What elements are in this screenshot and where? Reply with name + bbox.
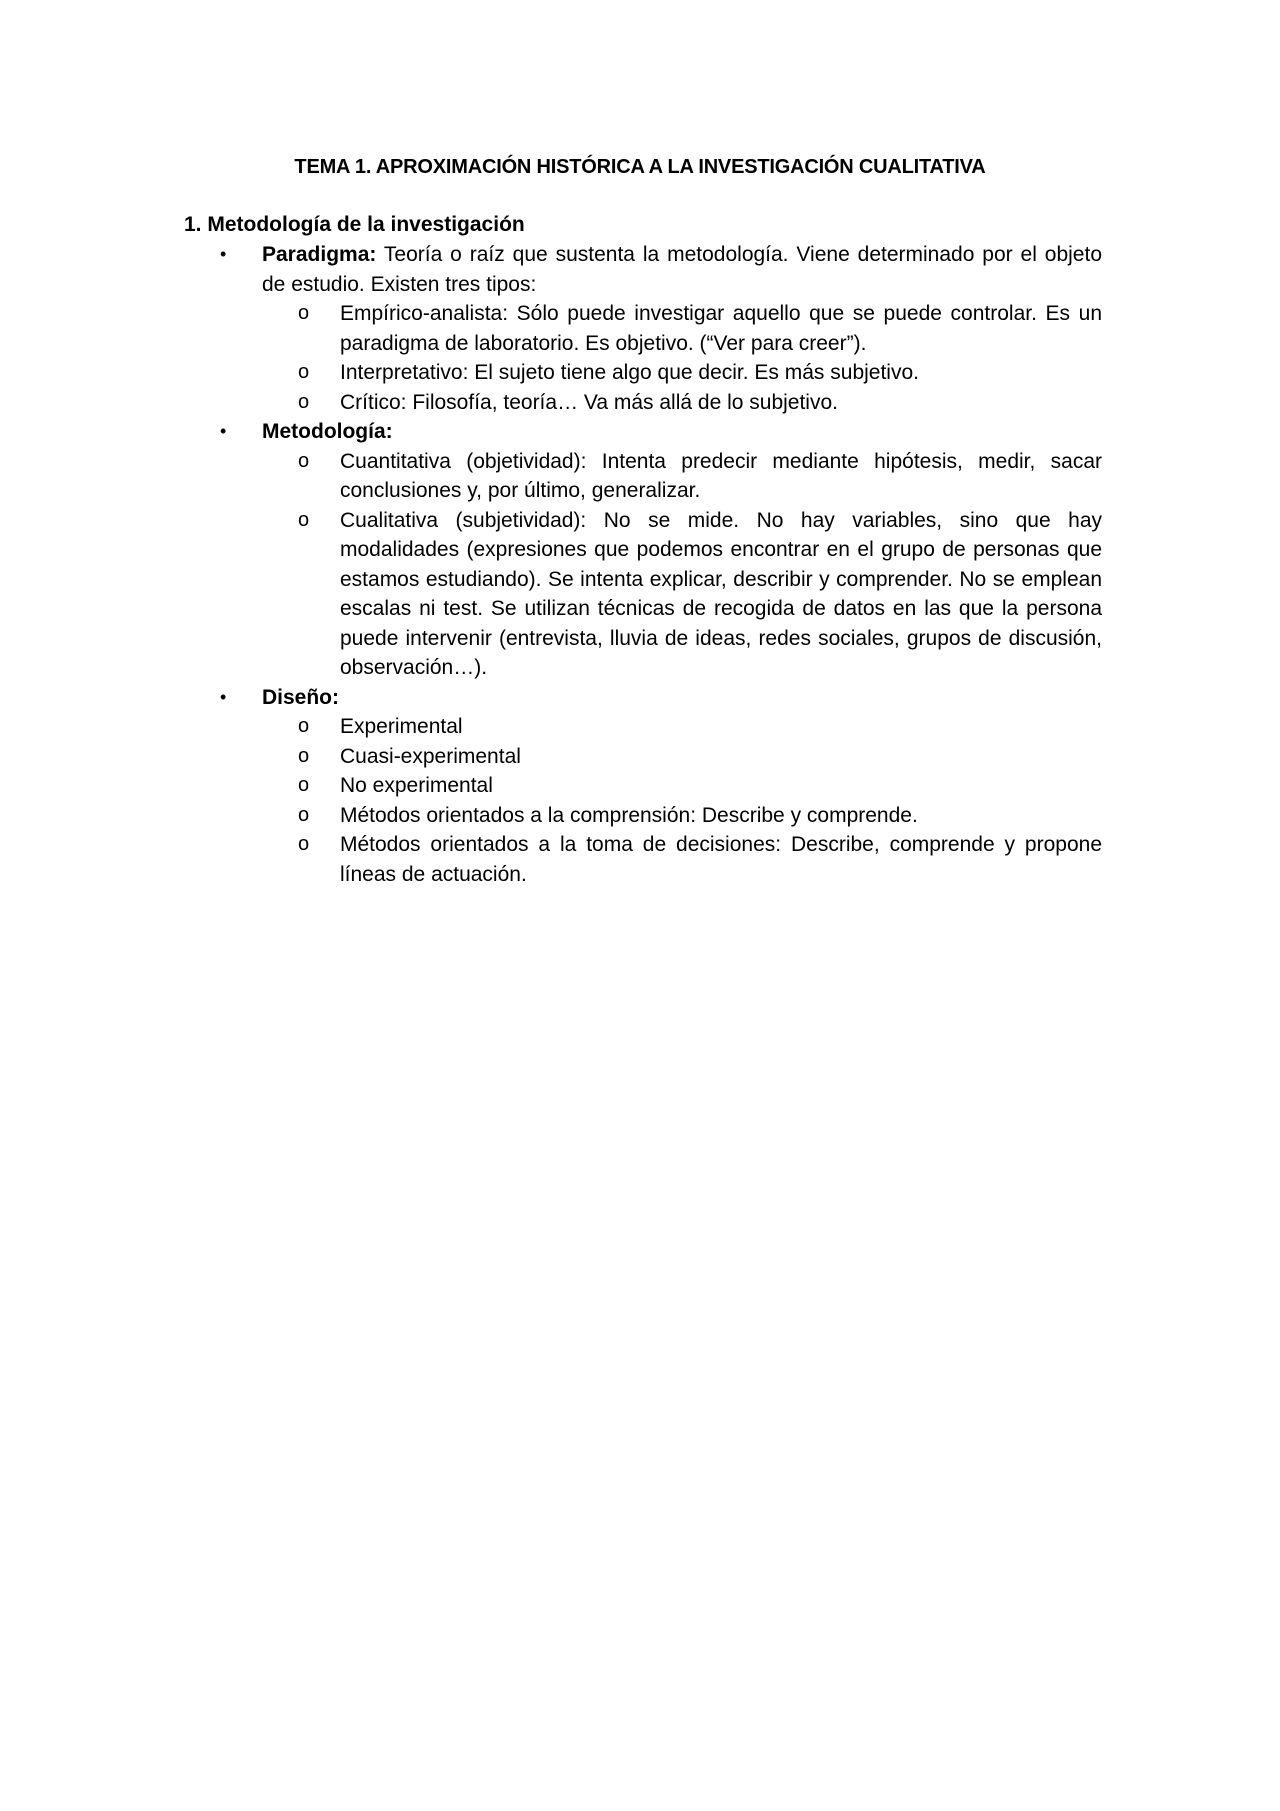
sub-list-item — [262, 447, 1102, 506]
circle-bullet-icon: o — [298, 803, 310, 826]
sub-list-item — [262, 506, 1102, 683]
sub-item-text: Experimental — [340, 715, 463, 738]
sub-item-text: Cuantitativa (objetividad): Intenta predecir mediante hipótesis, medir, sacar conclusiones y, por último, generalizar. — [340, 449, 1102, 502]
circle-bullet-icon: o — [298, 449, 310, 472]
item-text: Teoría o raíz que sustenta la metodología. Viene determinado por el objeto de estudio. Existen tres tipos: — [262, 243, 1102, 296]
sub-list-item — [262, 358, 1102, 388]
sub-list-item — [262, 771, 1102, 801]
main-bullet-list — [184, 240, 1102, 889]
bullet-icon: • — [220, 686, 227, 707]
circle-bullet-icon: o — [298, 508, 310, 531]
sub-item-text: Cualitativa (subjetividad): No se mide. No hay variables, sino que hay modalidades (expresiones que podemos encontrar en el grupo de personas que estamos estudiando). Se intenta explicar, describir y comprender. No se emplean escalas ni test. Se utilizan técnicas de recogida de datos en las que la persona puede intervenir (entrevista, lluvia de ideas, redes sociales, grupos de discusión, observación…). — [340, 508, 1102, 679]
item-label: Paradigma: — [262, 243, 377, 266]
sub-list-item — [262, 830, 1102, 889]
list-item-paradigma — [184, 240, 1102, 417]
sub-list — [262, 447, 1102, 683]
sub-list-item — [262, 299, 1102, 358]
sub-list — [262, 712, 1102, 889]
sub-item-text: Métodos orientados a la toma de decisiones: Describe, comprende y propone líneas de actuación. — [340, 833, 1102, 886]
document-content — [184, 210, 1102, 889]
circle-bullet-icon: o — [298, 774, 310, 796]
sub-item-text: Crítico: Filosofía, teoría… Va más allá de lo subjetivo. — [340, 390, 838, 414]
sub-list-item — [262, 801, 1102, 831]
circle-bullet-icon: o — [298, 715, 310, 737]
circle-bullet-icon: o — [298, 390, 310, 413]
document-title: TEMA 1. APROXIMACIÓN HISTÓRICA A LA INVESTIGACIÓN CUALITATIVA — [294, 156, 986, 178]
sub-item-text: No experimental — [340, 774, 493, 797]
sub-list — [262, 299, 1102, 417]
circle-bullet-icon: o — [298, 361, 310, 383]
item-label: Metodología: — [262, 420, 393, 443]
section-heading: 1. Metodología de la investigación — [184, 213, 525, 236]
sub-item-text: Empírico-analista: Sólo puede investigar aquello que se puede controlar. Es un paradigma de laboratorio. Es objetivo. (“Ver para creer”). — [340, 302, 1102, 355]
circle-bullet-icon: o — [298, 833, 310, 855]
sub-list-item — [262, 712, 1102, 742]
sub-item-text: Interpretativo: El sujeto tiene algo que decir. Es más subjetivo. — [340, 361, 919, 384]
item-label: Diseño: — [262, 685, 340, 709]
circle-bullet-icon: o — [298, 744, 310, 767]
bullet-icon: • — [220, 244, 227, 264]
circle-bullet-icon: o — [298, 302, 310, 324]
sub-list-item — [262, 742, 1102, 772]
sub-item-text: Cuasi-experimental — [340, 744, 521, 768]
sub-list-item — [262, 388, 1102, 418]
list-item-diseno — [184, 683, 1102, 890]
bullet-icon: • — [220, 421, 227, 441]
list-item-metodologia — [184, 417, 1102, 683]
sub-item-text: Métodos orientados a la comprensión: Describe y comprende. — [340, 803, 918, 827]
